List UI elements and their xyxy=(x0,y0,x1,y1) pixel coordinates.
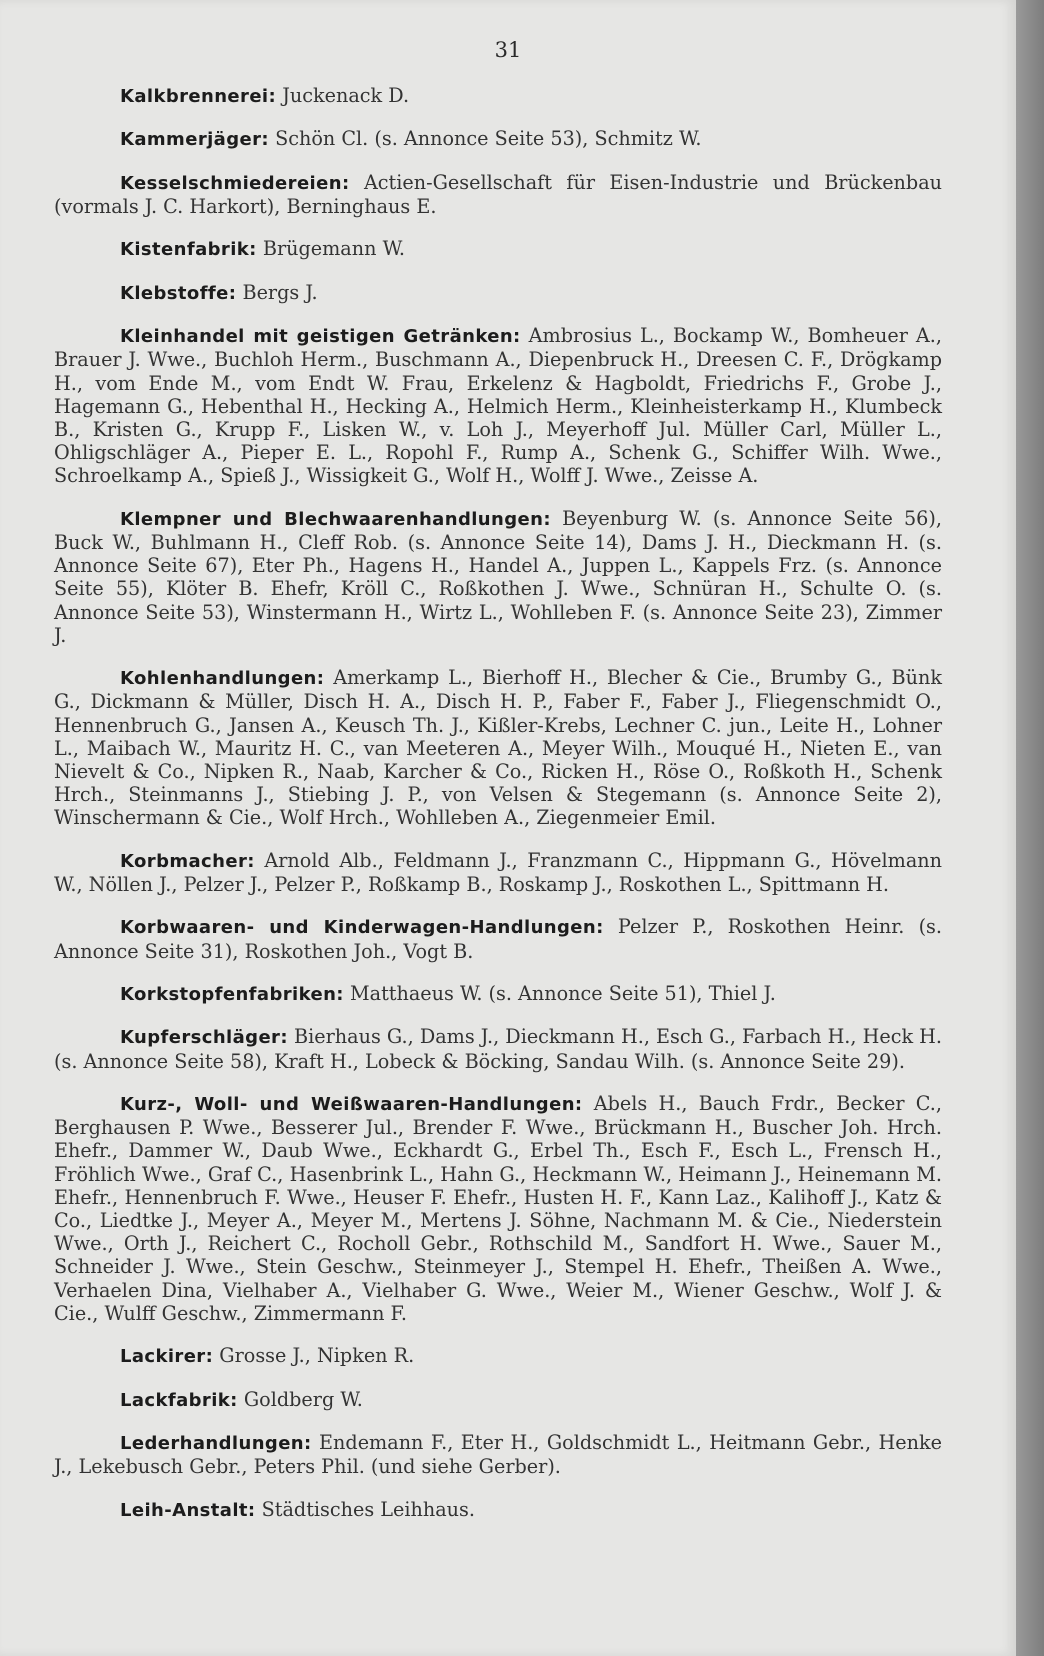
entry-heading: Korbwaaren- und Kinderwagen-Handlungen: xyxy=(120,917,604,939)
entry-text: Endemann F., Eter H., Goldschmidt L., Heitmann Gebr., Henke J., Lekebusch Gebr., Peters Phil. (und siehe Gerber). xyxy=(54,1430,942,1479)
directory-entry-korkstopfenfabriken xyxy=(54,982,942,1006)
directory-entry-kleinhandel xyxy=(54,324,942,487)
entry-text: Schön Cl. (s. Annonce Seite 53), Schmitz W. xyxy=(268,127,702,151)
directory-entry-lederhandlungen xyxy=(54,1431,942,1478)
entry-text: Grosse J., Nipken R. xyxy=(213,1344,415,1368)
entry-heading: Kalkbrennerei: xyxy=(120,86,277,107)
directory-entry-kohlenhandlungen xyxy=(54,666,942,829)
directory-entry-kurzwaaren xyxy=(54,1092,942,1325)
directory-entry-leih-anstalt xyxy=(54,1498,942,1522)
page-content xyxy=(54,38,942,1537)
entry-heading: Lackirer: xyxy=(120,1346,214,1368)
entry-heading: Klebstoffe: xyxy=(120,282,237,304)
entry-heading: Lederhandlungen: xyxy=(120,1432,312,1454)
entry-text: Bergs J. xyxy=(236,280,318,304)
directory-entry-kupferschlaeger xyxy=(54,1025,942,1072)
entry-text: Städtisches Leihhaus. xyxy=(255,1497,475,1521)
directory-entry-kistenfabrik xyxy=(54,237,942,261)
entry-heading: Kammerjäger: xyxy=(120,129,269,151)
entry-heading: Korbmacher: xyxy=(120,850,255,872)
directory-entry-kammerjaeger xyxy=(54,127,942,151)
entry-text: Amerkamp L., Bierhoff H., Blecher & Cie., Brumby G., Bünk G., Dickmann & Müller, Disch H. A., Disch H. P., Faber F., Faber J., Fliegenschmidt O., Hennenbruch G., Jansen A., Keusch Th. J., Kißler-Krebs, Lechner C. jun., Leite H., Lohner L., Maibach W., Mauritz H. C., van Meeteren A., Meyer Wilh., Mouqué H., Nieten E., van Nievelt & Co., Nipken R., Naab, Karcher & Co., Ricken H., Röse O., Roßkoth H., Schenk Hrch., Steinmanns J., Stiebing J. P., von Velsen & Stegemann (s. Annonce Seite 2), Winschermann & Cie., Wolf Hrch., Wohlleben A., Ziegenmeier Emil. xyxy=(54,666,942,830)
entry-text: Pelzer P., Roskothen Heinr. (s. Annonce Seite 31), Roskothen Joh., Vogt B. xyxy=(54,915,942,963)
entry-heading: Kupferschläger: xyxy=(120,1027,288,1049)
entry-text: Juckenack D. xyxy=(276,84,410,107)
entry-heading: Klempner und Blechwaarenhandlungen: xyxy=(120,508,551,530)
entry-heading: Kohlenhandlungen: xyxy=(120,668,325,690)
entry-text: Actien-Gesellschaft für Eisen-Industrie und Brückenbau (vormals J. C. Harkort), Berninghaus E. xyxy=(54,170,942,218)
directory-entry-klebstoffe xyxy=(54,281,942,305)
entry-heading: Korkstopfenfabriken: xyxy=(120,983,344,1005)
entry-text: Beyenburg W. (s. Annonce Seite 56), Buck W., Buhlmann H., Cleff Rob. (s. Annonce Seite 14), Dams J. H., Dieckmann H. (s. Annonce Seite 67), Eter Ph., Hagens H., Handel A., Juppen L., Kappels Frz. (s. Annonce Seite 55), Klöter B. Ehefr, Kröll C., Roßkothen J. Wwe., Schnüran H., Schulte O. (s. Annonce Seite 53), Winstermann H., Wirtz L., Wohlleben F. (s. Annonce Seite 23), Zimmer J. xyxy=(54,506,942,647)
page-number: 31 xyxy=(494,38,522,62)
directory-entry-korbwaaren xyxy=(54,915,942,962)
entry-text: Goldberg W. xyxy=(237,1387,363,1411)
entry-text: Bierhaus G., Dams J., Dieckmann H., Esch G., Farbach H., Heck H. (s. Annonce Seite 58), Kraft H., Lobeck & Böcking, Sandau Wilh. (s. Annonce Seite 29). xyxy=(54,1025,942,1073)
entry-text: Ambrosius L., Bockamp W., Bomheuer A., Brauer J. Wwe., Buchloh Herm., Buschmann A., Diepenbruck H., Dreesen C. F., Drögkamp H., vom Ende M., vom Endt W. Frau, Erkelenz & Hagboldt, Friedrichs F., Grobe J., Hagemann G., Hebenthal H., Hecking A., Helmich Herm., Kleinheisterkamp H., Klumbeck B., Kristen G., Krupp F., Lisken W., v. Loh J., Meyerhoff Jul. Müller Carl, Müller L., Ohligschläger A., Pieper E. L., Ropohl F., Rump A., Schenk G., Schiffer Wilh. Wwe., Schroelkamp A., Spieß J., Wissigkeit G., Wolf H., Wolff J. Wwe., Zeisse A. xyxy=(54,324,942,488)
entry-text: Arnold Alb., Feldmann J., Franzmann C., Hippmann G., Hövelmann W., Nöllen J., Pelzer J., Pelzer P., Roßkamp B., Roskamp J., Roskothen L., Spittmann H. xyxy=(54,848,942,896)
directory-entry-korbmacher xyxy=(54,849,942,896)
entry-heading: Lackfabrik: xyxy=(120,1389,238,1411)
entry-heading: Kleinhandel mit geistigen Getränken: xyxy=(120,326,521,348)
directory-entry-lackfabrik xyxy=(54,1388,942,1412)
page-edge xyxy=(1016,0,1044,1656)
entry-text: Brügemann W. xyxy=(256,237,406,261)
directory-entry-kesselschmiedereien xyxy=(54,171,942,218)
directory-entry-kalkbrennerei xyxy=(54,84,942,108)
entry-text: Matthaeus W. (s. Annonce Seite 51), Thiel J. xyxy=(343,981,776,1005)
entry-heading: Kurz-, Woll- und Weißwaaren-Handlungen: xyxy=(120,1093,583,1115)
directory-entry-lackirer xyxy=(54,1344,942,1368)
entry-heading: Kesselschmiedereien: xyxy=(120,172,350,194)
entry-heading: Leih-Anstalt: xyxy=(120,1499,256,1521)
entry-text: Abels H., Bauch Frdr., Becker C., Berghausen P. Wwe., Besserer Jul., Brender F. Wwe., Brückmann H., Buscher Joh. Hrch. Ehefr., Dammer W., Daub Wwe., Eckhardt G., Erbel Th., Esch F., Esch L., Frensch H., Fröhlich Wwe., Graf C., Hasenbrink L., Hahn G., Heckmann W., Heimann J., Heinemann M. Ehefr., Hennenbruch F. Wwe., Heuser F. Ehefr., Husten H. F., Kann Laz., Kalihoff J., Katz & Co., Liedtke J., Meyer A., Meyer M., Mertens J. Söhne, Nachmann M. & Cie., Niederstein Wwe., Orth J., Reichert C., Rocholl Gebr., Rothschild M., Sandfort H. Wwe., Sauer M., Schneider J. Wwe., Stein Geschw., Steinmeyer J., Stempel H. Ehefr., Theißen A. Wwe., Verhaelen Dina, Vielhaber A., Vielhaber G. Wwe., Weier M., Wiener Geschw., Wolf J. & Cie., Wulff Geschw., Zimmermann F. xyxy=(54,1091,942,1325)
directory-entry-klempner xyxy=(54,507,942,647)
entry-heading: Kistenfabrik: xyxy=(120,239,257,261)
